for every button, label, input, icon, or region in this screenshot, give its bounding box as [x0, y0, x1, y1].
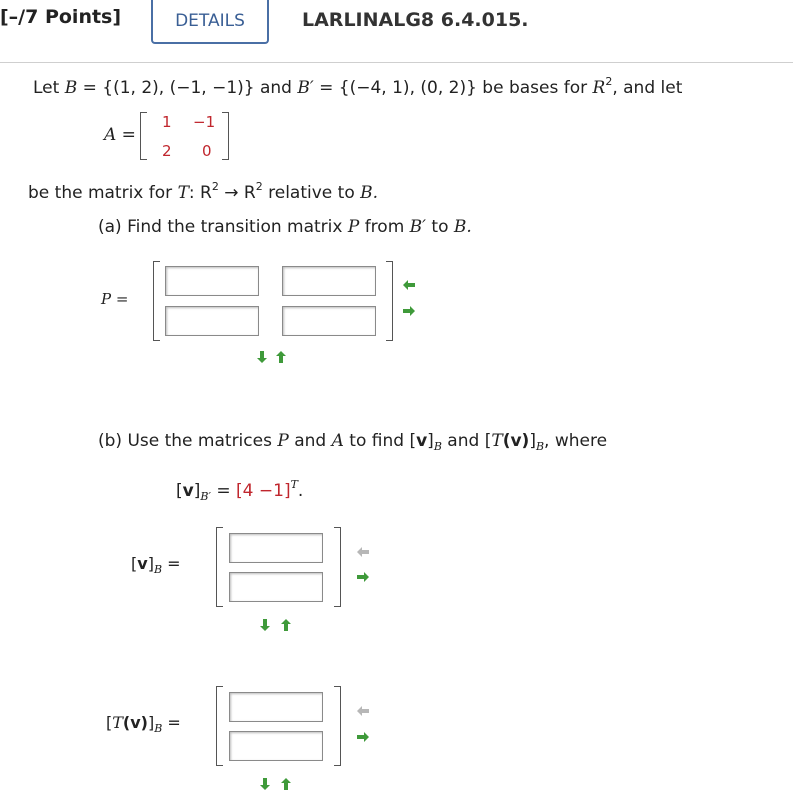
- tvb-input-2[interactable]: [229, 731, 323, 761]
- r-symbol: R: [592, 78, 606, 98]
- vb-label: $[v]_B$ =: [131, 554, 181, 576]
- vb-remove-column-arrow-icon: [356, 545, 370, 559]
- points-label: [–/7 Points]: [0, 6, 122, 28]
- part-b-prompt: (b) Use the matrices P and A to find $[v]_B$ and $[T(v)]_B$, where: [98, 431, 608, 453]
- p-right-bracket: [386, 261, 393, 341]
- a-cell-22: 0: [202, 142, 212, 160]
- vb-add-row-arrow-icon[interactable]: [258, 618, 272, 632]
- bprime-name: B′: [297, 78, 314, 98]
- remove-column-arrow-icon[interactable]: [402, 278, 416, 292]
- p-input-22[interactable]: [282, 306, 376, 336]
- tvb-add-column-arrow-icon[interactable]: [356, 730, 370, 744]
- header-divider: [0, 62, 793, 63]
- p-label: P =: [101, 290, 129, 308]
- vb-input-1[interactable]: [229, 533, 323, 563]
- vb-remove-row-arrow-icon[interactable]: [279, 618, 293, 632]
- b-name: B: [64, 78, 78, 98]
- tvb-label: $[T(v)]_B$ =: [106, 713, 181, 735]
- a-matrix-label: A =: [104, 125, 136, 145]
- part-a-prompt: (a) Find the transition matrix P from B′ to B.: [98, 217, 472, 237]
- add-row-arrow-icon[interactable]: [255, 350, 269, 364]
- vb-right-bracket: [334, 527, 341, 607]
- p-input-21[interactable]: [165, 306, 259, 336]
- a-right-bracket: [222, 112, 229, 160]
- a-cell-11: 1: [162, 113, 172, 131]
- bprime-set: = {(−4, 1), (0, 2)} be bases for: [313, 78, 593, 98]
- b-set: = {(1, 2), (−1, −1)} and: [77, 78, 298, 98]
- matrix-for-t-line: be the matrix for T: $R^2 \to R^2$ relative to B.: [28, 180, 379, 203]
- p-left-bracket: [153, 261, 160, 341]
- intro-end: , and let: [612, 78, 683, 98]
- intro-line: [33, 75, 682, 98]
- tvb-input-1[interactable]: [229, 692, 323, 722]
- tvb-right-bracket: [334, 686, 341, 766]
- a-cell-12: −1: [193, 113, 216, 131]
- problem-code: LARLINALG8 6.4.015.: [302, 9, 529, 31]
- intro-let: Let: [33, 78, 65, 98]
- r-exponent: 2: [605, 75, 613, 88]
- a-cell-21: 2: [162, 142, 172, 160]
- p-input-12[interactable]: [282, 266, 376, 296]
- tvb-remove-row-arrow-icon[interactable]: [279, 777, 293, 791]
- tvb-left-bracket: [216, 686, 223, 766]
- remove-row-arrow-icon[interactable]: [274, 350, 288, 364]
- vb-left-bracket: [216, 527, 223, 607]
- tvb-remove-column-arrow-icon: [356, 704, 370, 718]
- a-left-bracket: [140, 112, 147, 160]
- details-tab[interactable]: DETAILS: [151, 0, 269, 44]
- add-column-arrow-icon[interactable]: [402, 304, 416, 318]
- vb-input-2[interactable]: [229, 572, 323, 602]
- given-v-line: $[v]_{B'} = [4 -1]^T$.: [176, 478, 304, 503]
- tvb-add-row-arrow-icon[interactable]: [258, 777, 272, 791]
- vb-add-column-arrow-icon[interactable]: [356, 570, 370, 584]
- p-input-11[interactable]: [165, 266, 259, 296]
